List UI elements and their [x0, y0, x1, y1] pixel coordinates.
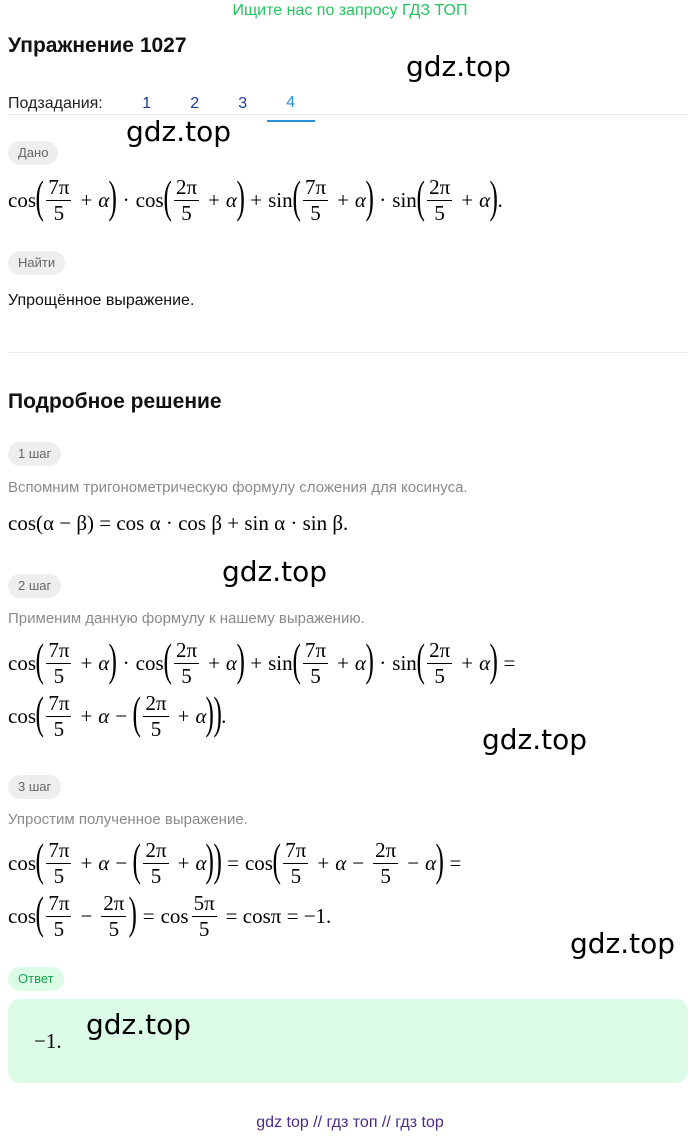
subtask-tab-4[interactable]: 4: [267, 94, 315, 122]
subtask-tab-1[interactable]: 1: [142, 95, 152, 112]
watermark: gdz.top: [482, 723, 588, 756]
step1-formula: cos(α − β) = cos α · cos β + sin α · sin β.: [8, 510, 349, 535]
subtask-tab-3[interactable]: 3: [238, 95, 248, 112]
watermark: gdz.top: [406, 50, 512, 83]
answer-badge: Ответ: [8, 967, 64, 991]
watermark: gdz.top: [86, 1008, 192, 1041]
given-expression: cos ( $\frac{7\pi}{5}$ + α ) · cos ( $\frac{2\pi}{5}$ + α ) + sin ( $\frac{7\pi}{5}$ + α ) · sin ( $\frac{2\pi}{5}$ + α ) .: [8, 171, 503, 225]
footer-links[interactable]: gdz top // гдз топ // гдз top: [256, 1114, 444, 1131]
find-text: Упрощённое выражение.: [8, 292, 195, 309]
step2-text: Применим данную формулу к нашему выражению.: [8, 610, 365, 627]
step3-badge: 3 шаг: [8, 775, 61, 799]
step2-badge: 2 шаг: [8, 574, 61, 598]
step2-expression-line1: cos ( $\frac{7\pi}{5}$ + α ) · cos ( $\frac{2\pi}{5}$ + α ) + sin ( $\frac{7\pi}{5}$ + α ) · sin ( $\frac{2\pi}{5}$ + α ) =: [8, 634, 516, 688]
solution-title: Подробное решение: [8, 390, 222, 413]
subtask-tab-2[interactable]: 2: [190, 95, 200, 112]
given-badge: Дано: [8, 141, 58, 165]
step3-expression-line1: cos ( $\frac{7\pi}{5}$ + α − ( $\frac{2\pi}{5}$ + α ) ) = cos ( $\frac{7\pi}{5}$ + α − $\frac{2\pi}{5}$ − α ) =: [8, 834, 462, 888]
step2-expression-line2: cos ( $\frac{7\pi}{5}$ + α − ( $\frac{2\pi}{5}$ + α ) ) .: [8, 687, 227, 741]
step3-expression-line2: cos ( $\frac{7\pi}{5}$ − $\frac{2\pi}{5}$ ) = cos $\frac{5\pi}{5}$ = cosπ = −1.: [8, 887, 332, 941]
watermark: gdz.top: [222, 555, 328, 588]
step1-badge: 1 шаг: [8, 442, 61, 466]
section-divider: [8, 352, 688, 353]
answer-value: −1.: [34, 1028, 62, 1053]
find-badge: Найти: [8, 251, 65, 275]
subtasks-divider: [8, 114, 688, 115]
step3-text: Упростим полученное выражение.: [8, 811, 248, 828]
exercise-title: Упражнение 1027: [8, 34, 187, 57]
step1-text: Вспомним тригонометрическую формулу сложения для косинуса.: [8, 479, 468, 496]
watermark: gdz.top: [126, 115, 232, 148]
subtasks-label: Подзадания:: [8, 95, 103, 112]
search-banner: Ищите нас по запросу ГДЗ ТОП: [232, 2, 468, 19]
watermark: gdz.top: [570, 927, 676, 960]
